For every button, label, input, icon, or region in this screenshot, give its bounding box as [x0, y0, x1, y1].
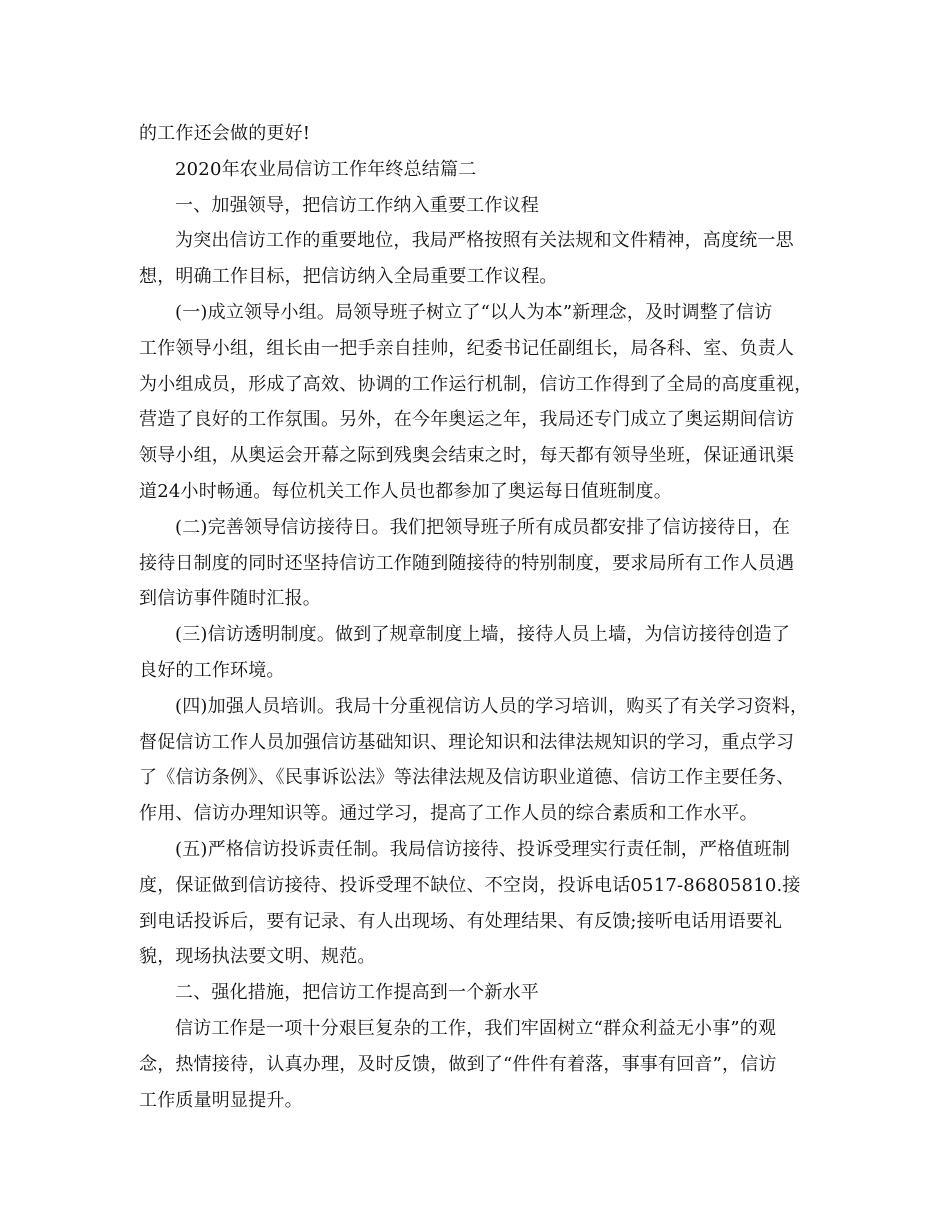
text-line: 二、强化措施，把信访工作提高到一个新水平 — [175, 982, 539, 1004]
text-line: (五)严格信访投诉责任制。我局信访接待、投诉受理实行责任制，严格值班制 — [175, 838, 791, 860]
text-line: 为突出信访工作的重要地位，我局严格按照有关法规和文件精神，高度统一思 — [175, 230, 794, 252]
text-line: 到信访事件随时汇报。 — [139, 588, 321, 610]
text-line: 领导小组，从奥运会开幕之际到残奥会结束之时，每天都有领导坐班，保证通讯渠 — [139, 445, 795, 467]
text-line: 信访工作是一项十分艰巨复杂的工作，我们牢固树立“群众利益无小事”的观 — [175, 1017, 777, 1039]
text-line: (三)信访透明制度。做到了规章制度上墙，接待人员上墙，为信访接待创造了 — [175, 624, 791, 646]
text-line: 了《信访条例》、《民事诉讼法》等法律法规及信访职业道德、信访工作主要任务、 — [139, 767, 795, 789]
text-line: 念，热情接待，认真办理，及时反馈，做到了“件件有着落，事事有回音”，信访 — [139, 1053, 777, 1075]
text-line: 2020年农业局信访工作年终总结篇二 — [175, 158, 477, 180]
text-line: 作用、信访办理知识等。通过学习，提高了工作人员的综合素质和工作水平。 — [139, 803, 758, 825]
text-line: (二)完善领导信访接待日。我们把领导班子所有成员都安排了信访接待日，在 — [175, 516, 791, 538]
text-line: (四)加强人员培训。我局十分重视信访人员的学习培训，购买了有关学习资料， — [175, 695, 809, 717]
text-line: 道24小时畅通。每位机关工作人员也都参加了奥运每日值班制度。 — [139, 480, 672, 502]
text-line: 营造了良好的工作氛围。另外，在今年奥运之年，我局还专门成立了奥运期间信访 — [139, 409, 795, 431]
text-line: 度，保证做到信访接待、投诉受理不缺位、不空岗，投诉电话0517-86805810.接 — [139, 874, 801, 896]
text-line: 工作质量明显提升。 — [139, 1089, 303, 1111]
text-line: (一)成立领导小组。局领导班子树立了“以人为本”新理念，及时调整了信访 — [175, 301, 773, 323]
text-line: 良好的工作环境。 — [139, 659, 285, 681]
text-line: 为小组成员，形成了高效、协调的工作运行机制，信访工作得到了全局的高度重视， — [139, 373, 813, 395]
text-line: 貌，现场执法要文明、规范。 — [139, 946, 376, 968]
document-body — [139, 116, 819, 1118]
text-line: 到电话投诉后，要有记录、有人出现场、有处理结果、有反馈;接听电话用语要礼 — [139, 910, 783, 932]
text-line: 接待日制度的同时还坚持信访工作随到随接待的特别制度，要求局所有工作人员遇 — [139, 552, 795, 574]
text-line: 督促信访工作人员加强信访基础知识、理论知识和法律法规知识的学习，重点学习 — [139, 731, 795, 753]
text-line: 工作领导小组，组长由一把手亲自挂帅，纪委书记任副组长，局各科、室、负责人 — [139, 337, 795, 359]
text-line: 的工作还会做的更好! — [139, 123, 311, 144]
text-line: 一、加强领导，把信访工作纳入重要工作议程 — [175, 194, 539, 216]
text-line: 想，明确工作目标，把信访纳入全局重要工作议程。 — [139, 266, 558, 288]
